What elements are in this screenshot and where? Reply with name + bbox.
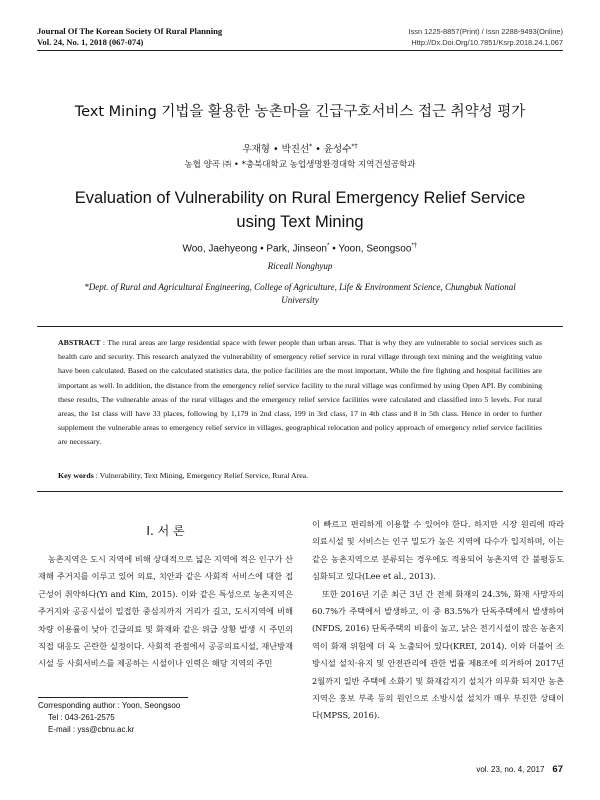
corresponding-author-name: Corresponding author : Yoon, Seongsoo [38,701,181,710]
footnote-rule [38,697,188,698]
page-number: 67 [552,764,563,775]
body-paragraph: 이 빠르고 편리하게 이용할 수 있어야 한다. 하지만 시장 원리에 따라 의료시설 및 서비스는 인구 밀도가 높은 지역에 다수가 입지하며, 이는 같은 농촌지역으로 분류되는 경우에도 적용되어 농촌지역 간 불평등도 심화되고 있다(Lee et al., 2013). [312,519,564,582]
authors-kr-mark1: * [309,142,313,150]
corresponding-tel: Tel : 043-261-2575 [48,713,115,722]
doi-link[interactable]: Http://Dx.Doi.Org/10.7851/Ksrp.2018.24.1.067 [411,38,563,47]
authors-en-mark1: * [326,242,330,249]
title-korean: Text Mining 기법을 활용한 농촌마을 긴급구호서비스 접근 취약성 평가 [74,104,526,120]
authors-kr-mark2: *† [351,142,358,150]
section-title: I. 서 론 [146,524,185,538]
abstract-label: ABSTRACT [58,338,101,347]
affiliation-english-1: Riceall Nonghyup [267,261,333,271]
authors-kr-part2: • 윤성수 [312,144,352,155]
journal-name: Journal Of The Korean Society Of Rural Planning [37,26,223,36]
abstract-bottom-rule [37,491,563,492]
title-english: Evaluation of Vulnerability on Rural Emergency Relief Service using Text Mining [74,189,526,231]
issn-text: Issn 1225-8857(Print) / Issn 2288-9493(Online) [408,27,563,36]
journal-volume: Vol. 24, No. 1, 2018 (067-074) [37,37,144,47]
authors-en-mark2: *† [411,242,418,249]
body-paragraph: 또한 2016년 기준 최근 3년 간 전체 화재의 24.3%, 화재 사망자의 60.7%가 주택에서 발생하고, 이 중 83.5%가 단독주택에서 발생하여(NFDS, 2016) 단독주택의 비율이 높고, 낡은 전기시설이 많은 농촌지역이 화재 위험에 더 욱 노출되어 있다(KREI, 2014). 이와 더불어 소방시설 설치·유지 및 안전관리에 관한 법률 제8조에 의거하여 2017년 2월까지 일반 주택에 소화기 및 화재감지기 설치가 의무화 되지만 농촌 지역은 홍보 부족 등의 원인으로 소방시설 설치가 매우 부진한 상태이다(MPSS, 2016). [312,588,564,721]
affiliation-korean: 농협 양곡 ㈜ • *충북대학교 농업생명환경대학 지역건설공학과 [184,160,416,170]
authors-en-part1: Woo, Jaehyeong • Park, Jinseon [182,243,327,255]
header-rule [37,50,563,51]
keywords-label: Key words [58,471,94,480]
abstract-text: : The rural areas are large residential space with fewer people than urban areas. That is why they are vulnerable to social services such as health care and security. This research analyzed the vulnerability of emergency relief service in rural village through text mining and the weighting value have been calculated. Based on the calculated statistics data, the police facilities are the most important, While the fire fighting and hospital facilities are important as well. In addition, the distance from the emergency relief service facility to the rural village was confirmed by using Open API. By combining these results, The vulnerable areas of the rural villages and the emergency relief service facilities were calculated and classified into 5 levels. For rural areas, the 1st class will have 33 places, following by 1,179 in 2nd class, 199 in 3rd class, 17 in 4th class and 8 in 5th class. Hence in order to further supplement the vulnerable areas to emergency relief service in villages, geographical relocation and policy approach of emergency relief service facilities are necessary. [58,338,542,447]
footer-issue: vol. 23, no. 4, 2017 [476,765,545,774]
corresponding-author [38,700,180,736]
issn-header [409,26,563,48]
abstract-top-rule [37,326,563,327]
corresponding-email[interactable]: E-mail : yss@cbnu.ac.kr [48,725,135,734]
authors-en-part2: • Yoon, Seongsoo [329,243,412,255]
body-column-left [38,551,293,673]
keywords-text: : Vulnerability, Text Mining, Emergency Relief Service, Rural Area. [93,471,309,480]
abstract [58,336,542,450]
affiliation-english-2: *Dept. of Rural and Agricultural Engineering, College of Agriculture, Life & Environment Science, Chungbuk National University [84,282,516,305]
keywords [58,471,542,480]
body-column-right [312,516,564,725]
authors-english [0,242,600,254]
journal-header [37,26,222,48]
body-paragraph: 농촌지역은 도시 지역에 비해 상대적으로 넓은 지역에 적은 인구가 산재해 주거지를 이루고 있어 의료, 치안과 같은 사회적 서비스에 대한 접근성이 취약하다(Yi and Kim, 2015). 이와 같은 특성으로 농촌지역은 주거지와 공공시설이 밀접한 중심지까지 거리가 길고, 도시지역에 비해 차량 이용률이 낮아 긴급의료 및 화재와 같은 위급 상황 발생 시 주민의 직접 대응도 곤란한 실정이다. 사회적 관점에서 공공의료시설, 재난방재시설 등 사회서비스를 제공하는 시설이나 인력은 해당 지역의 주민 [38,554,293,669]
page-footer [476,764,563,775]
authors-kr-part1: 우재형 • 박진선 [242,144,310,155]
authors-korean [0,141,600,155]
